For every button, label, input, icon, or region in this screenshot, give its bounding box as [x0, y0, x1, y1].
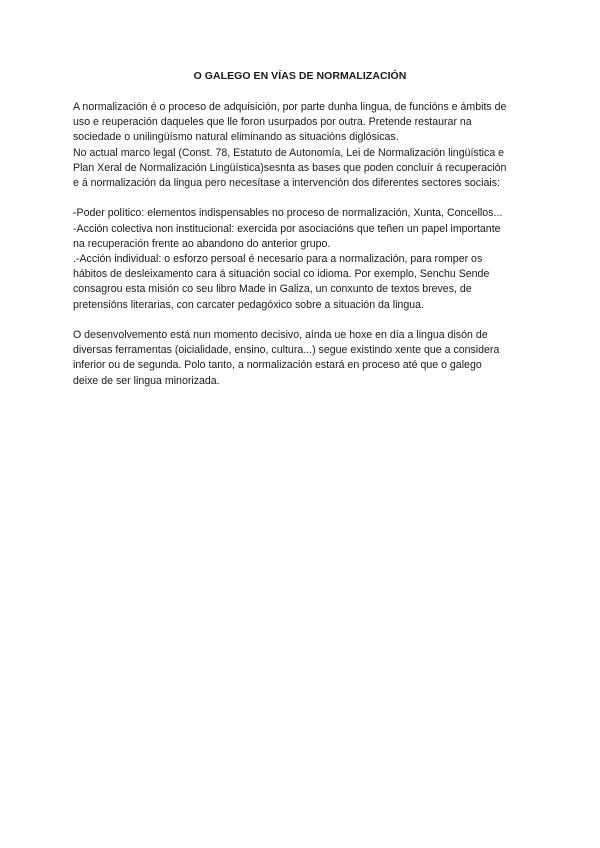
text-line: O desenvolvemento está nun momento decisivo, aínda ue hoxe en día a lingua disón de: [73, 329, 488, 342]
text-line: deixe de ser lingua minorizada.: [73, 374, 220, 387]
text-line: -Acción colectiva non institucional: exercida por asociacións que teñen un papel importante: [73, 222, 501, 235]
text-line: consagrou esta misión co seu libro Made in Galiza, un conxunto de textos breves, de: [73, 283, 472, 296]
text-line: hábitos de desleixamento cara á situación social co idioma. Por exemplo, Senchu Sende: [73, 268, 490, 281]
text-line: sociedade o unilingüísmo natural eliminando as situacións diglósicas.: [73, 131, 399, 144]
text-line: -Poder político: elementos indispensables no proceso de normalización, Xunta, Concellos...: [73, 207, 503, 220]
paragraph-gap: [73, 191, 543, 206]
text-line: .-Acción individual: o esforzo persoal é necesario para a normalización, para romper os: [73, 253, 483, 266]
text-line: Plan Xeral de Normalización Lingüística)sesnta as bases que poden concluír á recuperación: [73, 161, 507, 174]
text-line: inferior ou de segunda. Polo tanto, a normalización estará en proceso até que o galego: [73, 359, 482, 372]
text-line: pretensións literarias, con carcater pedagóxico sobre a situación da lingua.: [73, 298, 424, 311]
paragraph-gap: [73, 313, 543, 328]
text-line: e á normalización da lingua pero necesítase a intervención dos diferentes sectores sociais:: [73, 177, 500, 190]
text-line: A normalización é o proceso de adquisición, por parte dunha lingua, de funcións e ámbits de: [73, 101, 507, 113]
text-line: na recuperación frente ao abandono do anterior grupo.: [73, 237, 331, 250]
document-body: [73, 100, 543, 389]
text-line: No actual marco legal (Const. 78, Estatuto de Autonomía, Lei de Normalización lingüística e: [73, 146, 505, 159]
text-line: uso e reuperación daqueles que lle foron usurpados por outra. Pretende restaurar na: [73, 116, 472, 129]
text-line: diversas ferramentas (oicialidade, ensino, cultura...) segue existindo xente que a considera: [73, 344, 500, 357]
document-title: O GALEGO EN VÍAS DE NORMALIZACIÓN: [193, 70, 407, 82]
